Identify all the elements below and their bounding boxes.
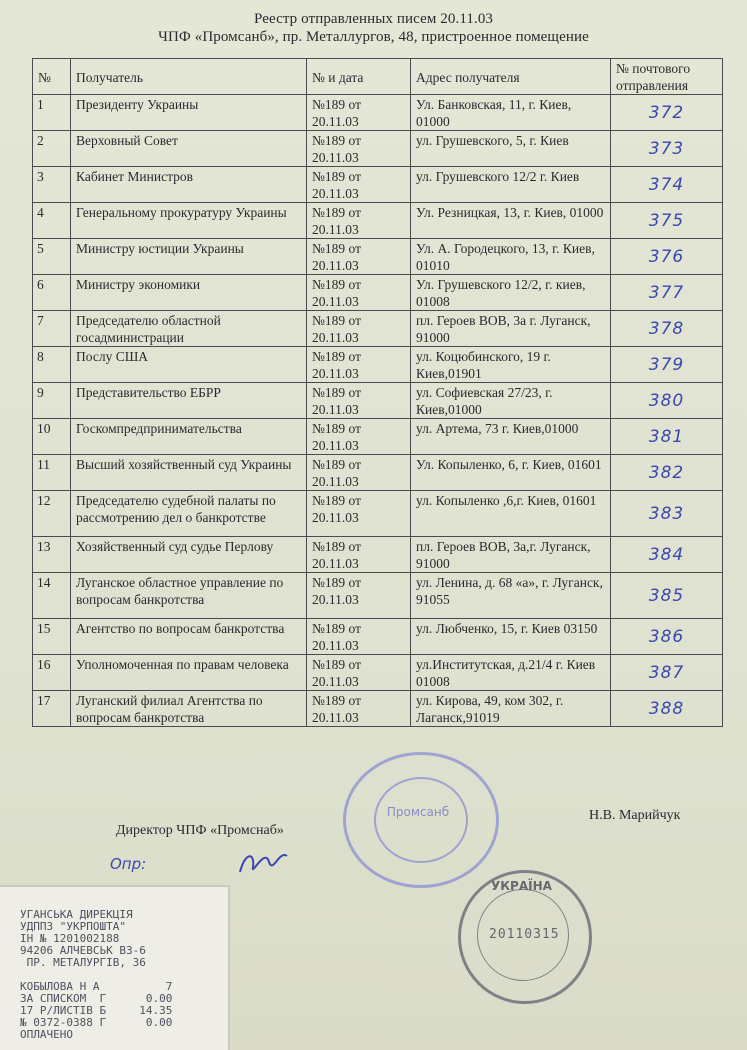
row-ref-date: №189 от 20.11.03 <box>307 655 411 691</box>
row-ref-date: №189 от 20.11.03 <box>307 239 411 275</box>
row-ref-date: №189 от 20.11.03 <box>307 203 411 239</box>
col-header-address: Адрес получателя <box>411 59 611 95</box>
row-postal-number: 382 <box>611 455 723 491</box>
row-ref-date: №189 от 20.11.03 <box>307 491 411 537</box>
round-stamp <box>343 752 499 888</box>
row-address: ул. Ленина, д. 68 «а», г. Луганск, 91055 <box>411 573 611 619</box>
row-recipient: Госкомпредпринимательства <box>71 419 307 455</box>
row-postal-number: 383 <box>611 491 723 537</box>
row-address: Ул. Резницкая, 13, г. Киев, 01000 <box>411 203 611 239</box>
row-recipient: Кабинет Министров <box>71 167 307 203</box>
receipt-line: ПР. МЕТАЛУРГІВ, 36 <box>20 956 146 969</box>
row-postal-number: 373 <box>611 131 723 167</box>
receipt-line: № 0372-0388 Г 0.00 <box>20 1016 173 1029</box>
director-label: Директор ЧПФ «Промснаб» <box>116 823 284 838</box>
table-row <box>33 691 723 727</box>
receipt-line: 94206 АЛЧЕВСЬК В3-6 <box>20 944 146 957</box>
row-recipient: Луганский филиал Агентства по вопросам банкротства <box>71 691 307 727</box>
table-row <box>33 347 723 383</box>
row-address: ул. Артема, 73 г. Киев,01000 <box>411 419 611 455</box>
row-ref-date: №189 от 20.11.03 <box>307 275 411 311</box>
signer-name: Н.В. Марийчук <box>589 808 681 823</box>
col-header-recipient: Получатель <box>71 59 307 95</box>
table-row <box>33 537 723 573</box>
row-number: 7 <box>33 311 71 347</box>
receipt-line: 17 Р/ЛИСТІВ Б 14.35 <box>20 1004 173 1017</box>
row-number: 15 <box>33 619 71 655</box>
table-row <box>33 419 723 455</box>
table-row <box>33 203 723 239</box>
table-row <box>33 491 723 537</box>
row-recipient: Верховный Совет <box>71 131 307 167</box>
row-address: ул. Копыленко ,6,г. Киев, 01601 <box>411 491 611 537</box>
row-recipient: Представительство ЕБРР <box>71 383 307 419</box>
table-row <box>33 573 723 619</box>
row-number: 17 <box>33 691 71 727</box>
postal-receipt <box>0 885 230 1050</box>
table-row <box>33 167 723 203</box>
row-ref-date: №189 от 20.11.03 <box>307 347 411 383</box>
row-address: ул. Грушевского, 5, г. Киев <box>411 131 611 167</box>
receipt-line: КОБЫЛОВА Н А 7 <box>20 980 173 993</box>
row-recipient: Послу США <box>71 347 307 383</box>
row-number: 3 <box>33 167 71 203</box>
row-address: Ул. А. Городецкого, 13, г. Киев, 01010 <box>411 239 611 275</box>
row-number: 10 <box>33 419 71 455</box>
row-address: ул. Грушевского 12/2 г. Киев <box>411 167 611 203</box>
row-postal-number: 375 <box>611 203 723 239</box>
row-recipient: Хозяйственный суд судье Перлову <box>71 537 307 573</box>
row-postal-number: 381 <box>611 419 723 455</box>
receipt-line: ІН № 1201002188 <box>20 932 120 945</box>
row-number: 9 <box>33 383 71 419</box>
registry-table <box>32 58 723 727</box>
row-postal-number: 388 <box>611 691 723 727</box>
row-number: 13 <box>33 537 71 573</box>
row-address: ул. Кирова, 49, ком 302, г. Лаганск,91019 <box>411 691 611 727</box>
row-number: 2 <box>33 131 71 167</box>
col-header-postal-number: № почтового отправления <box>611 59 723 95</box>
row-recipient: Председателю судебной палаты по рассмотрению дел о банкротстве <box>71 491 307 537</box>
table-row <box>33 383 723 419</box>
postal-stamp <box>458 870 592 1004</box>
row-address: пл. Героев ВОВ, 3а,г. Луганск, 91000 <box>411 537 611 573</box>
row-address: ул. Любченко, 15, г. Киев 03150 <box>411 619 611 655</box>
row-recipient: Агентство по вопросам банкротства <box>71 619 307 655</box>
row-postal-number: 376 <box>611 239 723 275</box>
table-row <box>33 311 723 347</box>
row-postal-number: 380 <box>611 383 723 419</box>
row-postal-number: 372 <box>611 95 723 131</box>
row-postal-number: 387 <box>611 655 723 691</box>
row-postal-number: 385 <box>611 573 723 619</box>
receipt-line: ЗА СПИСКОМ Г 0.00 <box>20 992 173 1005</box>
row-recipient: Министру экономики <box>71 275 307 311</box>
row-postal-number: 379 <box>611 347 723 383</box>
row-address: Ул. Копыленко, 6, г. Киев, 01601 <box>411 455 611 491</box>
table-row <box>33 239 723 275</box>
row-postal-number: 386 <box>611 619 723 655</box>
row-recipient: Высший хозяйственный суд Украины <box>71 455 307 491</box>
row-ref-date: №189 от 20.11.03 <box>307 167 411 203</box>
row-number: 8 <box>33 347 71 383</box>
document-title: Реестр отправленных писем 20.11.03 <box>253 11 494 27</box>
row-postal-number: 374 <box>611 167 723 203</box>
table-row <box>33 95 723 131</box>
row-ref-date: №189 от 20.11.03 <box>307 95 411 131</box>
signature-mark <box>235 842 295 882</box>
row-ref-date: №189 от 20.11.03 <box>307 311 411 347</box>
row-address: Ул. Грушевского 12/2, г. киев, 01008 <box>411 275 611 311</box>
table-header-row <box>33 59 723 95</box>
col-header-number: № <box>33 59 71 95</box>
row-ref-date: №189 от 20.11.03 <box>307 691 411 727</box>
row-ref-date: №189 от 20.11.03 <box>307 573 411 619</box>
row-recipient: Луганское областное управление по вопросам банкротства <box>71 573 307 619</box>
row-postal-number: 384 <box>611 537 723 573</box>
table-row <box>33 455 723 491</box>
row-number: 1 <box>33 95 71 131</box>
row-number: 14 <box>33 573 71 619</box>
row-address: ул. Коцюбинского, 19 г. Киев,01901 <box>411 347 611 383</box>
row-ref-date: №189 от 20.11.03 <box>307 131 411 167</box>
row-ref-date: №189 от 20.11.03 <box>307 619 411 655</box>
row-number: 6 <box>33 275 71 311</box>
postal-stamp-date: 20110315 <box>489 927 560 942</box>
row-address: Ул. Банковская, 11, г. Киев, 01000 <box>411 95 611 131</box>
round-stamp-text: Промсанб <box>386 805 450 819</box>
receipt-line: УДППЗ "УКРПОШТА" <box>20 920 126 933</box>
row-recipient: Министру юстиции Украины <box>71 239 307 275</box>
table-row <box>33 131 723 167</box>
table-row <box>33 655 723 691</box>
row-number: 4 <box>33 203 71 239</box>
row-recipient: Президенту Украины <box>71 95 307 131</box>
col-header-ref-date: № и дата <box>307 59 411 95</box>
row-recipient: Генеральному прокуратуру Украины <box>71 203 307 239</box>
document-subtitle: ЧПФ «Промсанб», пр. Металлургов, 48, пристроенное помещение <box>158 29 589 45</box>
row-number: 11 <box>33 455 71 491</box>
receipt-line: УГАНСЬКА ДИРЕКЦІЯ <box>20 908 133 921</box>
row-number: 16 <box>33 655 71 691</box>
row-ref-date: №189 от 20.11.03 <box>307 455 411 491</box>
row-number: 5 <box>33 239 71 275</box>
row-ref-date: №189 от 20.11.03 <box>307 419 411 455</box>
receipt-line: ОПЛАЧЕНО <box>20 1028 73 1041</box>
table-row <box>33 275 723 311</box>
handwritten-note: Опр: <box>110 855 147 873</box>
postal-stamp-country: УКРАЇНА <box>491 879 552 893</box>
row-address: ул.Институтская, д.21/4 г. Киев 01008 <box>411 655 611 691</box>
row-address: ул. Софиевская 27/23, г. Киев,01000 <box>411 383 611 419</box>
row-recipient: Уполномоченная по правам человека <box>71 655 307 691</box>
row-postal-number: 377 <box>611 275 723 311</box>
row-postal-number: 378 <box>611 311 723 347</box>
table-row <box>33 619 723 655</box>
row-recipient: Председателю областной госадминистрации <box>71 311 307 347</box>
row-ref-date: №189 от 20.11.03 <box>307 383 411 419</box>
row-number: 12 <box>33 491 71 537</box>
row-address: пл. Героев ВОВ, 3а г. Луганск, 91000 <box>411 311 611 347</box>
row-ref-date: №189 от 20.11.03 <box>307 537 411 573</box>
